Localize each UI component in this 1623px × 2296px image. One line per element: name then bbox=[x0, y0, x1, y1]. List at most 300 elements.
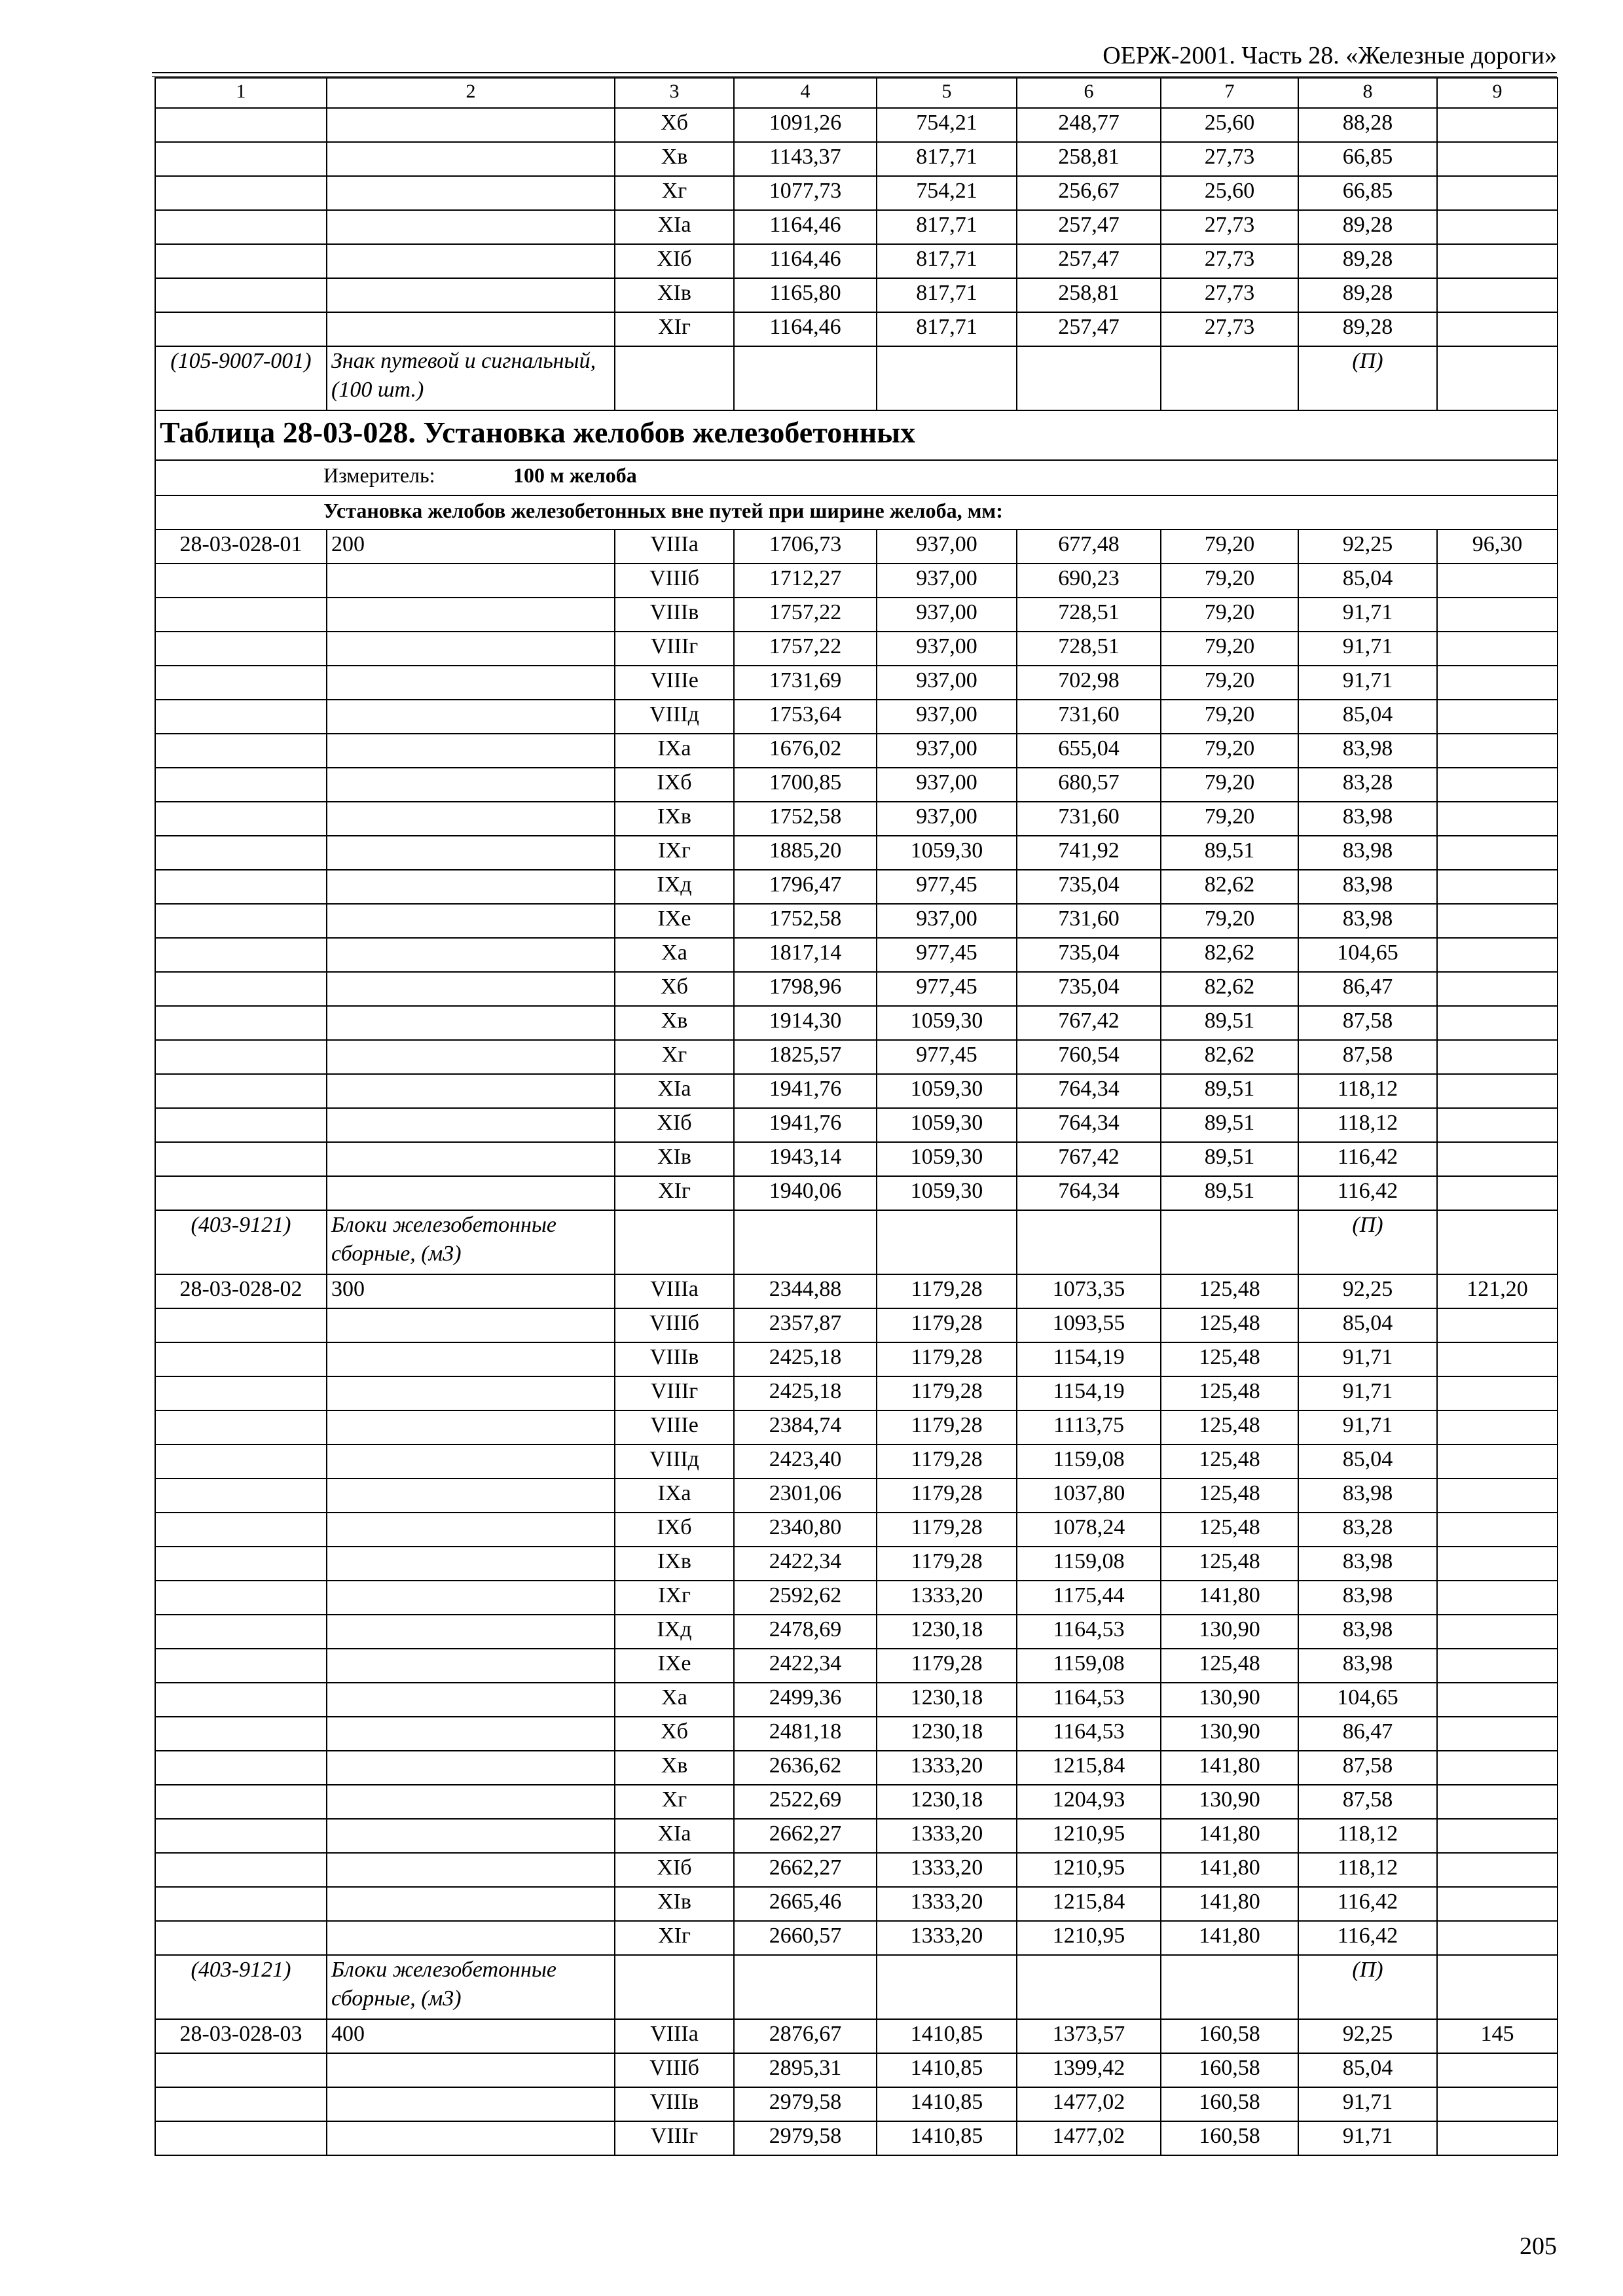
zone-cell: VIIIе bbox=[615, 1410, 734, 1444]
value-cell: 2636,62 bbox=[734, 1751, 877, 1785]
value-cell: 89,51 bbox=[1161, 1142, 1298, 1176]
subheading: Установка желобов железобетонных вне путей при ширине желоба, мм: bbox=[323, 499, 1003, 522]
value-cell: 677,48 bbox=[1017, 529, 1161, 564]
table-row bbox=[155, 564, 1558, 598]
rate-name bbox=[327, 1040, 615, 1074]
zone-cell: IXб bbox=[615, 768, 734, 802]
value-cell: 1333,20 bbox=[877, 1887, 1017, 1921]
value-cell: 116,42 bbox=[1298, 1142, 1437, 1176]
table-row bbox=[155, 1308, 1558, 1342]
table-cell bbox=[1017, 1955, 1161, 2019]
value-cell: 79,20 bbox=[1161, 700, 1298, 734]
value-cell: 1210,95 bbox=[1017, 1853, 1161, 1887]
value-cell: 1914,30 bbox=[734, 1006, 877, 1040]
rate-code: 28-03-028-03 bbox=[155, 2019, 327, 2053]
table-row bbox=[155, 1176, 1558, 1210]
value-cell: 1477,02 bbox=[1017, 2087, 1161, 2121]
value-cell: 1817,14 bbox=[734, 938, 877, 972]
value-cell: 89,28 bbox=[1298, 244, 1437, 278]
value-cell: 2662,27 bbox=[734, 1819, 877, 1853]
table-cell bbox=[1437, 1955, 1558, 2019]
rate-name bbox=[327, 1376, 615, 1410]
value-cell: 731,60 bbox=[1017, 802, 1161, 836]
table-row bbox=[155, 1921, 1558, 1955]
column-number: 4 bbox=[734, 78, 877, 108]
value-cell: 1059,30 bbox=[877, 1142, 1017, 1176]
value-cell: 937,00 bbox=[877, 904, 1017, 938]
value-cell: 87,58 bbox=[1298, 1006, 1437, 1040]
extra-cell bbox=[1437, 278, 1558, 312]
rate-code bbox=[155, 2053, 327, 2087]
value-cell: 91,71 bbox=[1298, 598, 1437, 632]
value-cell: 92,25 bbox=[1298, 529, 1437, 564]
value-cell: 1410,85 bbox=[877, 2019, 1017, 2053]
value-cell: 125,48 bbox=[1161, 1410, 1298, 1444]
value-cell: 25,60 bbox=[1161, 176, 1298, 210]
value-cell: 754,21 bbox=[877, 176, 1017, 210]
value-cell: 1093,55 bbox=[1017, 1308, 1161, 1342]
extra-cell bbox=[1437, 564, 1558, 598]
table-row bbox=[155, 1853, 1558, 1887]
table-row bbox=[155, 1887, 1558, 1921]
value-cell: 977,45 bbox=[877, 938, 1017, 972]
value-cell: 2499,36 bbox=[734, 1683, 877, 1717]
rate-code bbox=[155, 1410, 327, 1444]
resource-name: Блоки железобетонные сборные, (м3) bbox=[327, 1955, 615, 2019]
rate-code bbox=[155, 1074, 327, 1108]
rate-code bbox=[155, 598, 327, 632]
rate-name bbox=[327, 870, 615, 904]
extra-cell bbox=[1437, 1547, 1558, 1581]
header-rule bbox=[152, 72, 1557, 73]
value-cell: 2423,40 bbox=[734, 1444, 877, 1479]
column-number: 6 bbox=[1017, 78, 1161, 108]
zone-cell: IXг bbox=[615, 836, 734, 870]
value-cell: 91,71 bbox=[1298, 2087, 1437, 2121]
value-cell: 83,28 bbox=[1298, 768, 1437, 802]
value-cell: 118,12 bbox=[1298, 1074, 1437, 1108]
rate-name bbox=[327, 666, 615, 700]
value-cell: 1230,18 bbox=[877, 1683, 1017, 1717]
table-cell bbox=[1161, 1955, 1298, 2019]
resource-code: (105-9007-001) bbox=[155, 346, 327, 410]
resource-mark: (П) bbox=[1298, 1955, 1437, 2019]
value-cell: 937,00 bbox=[877, 768, 1017, 802]
value-cell: 82,62 bbox=[1161, 972, 1298, 1006]
extra-cell bbox=[1437, 1444, 1558, 1479]
value-cell: 1210,95 bbox=[1017, 1819, 1161, 1853]
value-cell: 1179,28 bbox=[877, 1274, 1017, 1308]
value-cell: 1154,19 bbox=[1017, 1376, 1161, 1410]
value-cell: 2895,31 bbox=[734, 2053, 877, 2087]
zone-cell: Xг bbox=[615, 1040, 734, 1074]
rate-name bbox=[327, 802, 615, 836]
value-cell: 130,90 bbox=[1161, 1683, 1298, 1717]
zone-cell: XIг bbox=[615, 312, 734, 346]
value-cell: 160,58 bbox=[1161, 2121, 1298, 2155]
rate-name bbox=[327, 1615, 615, 1649]
value-cell: 83,98 bbox=[1298, 1479, 1437, 1513]
value-cell: 977,45 bbox=[877, 972, 1017, 1006]
extra-cell bbox=[1437, 1581, 1558, 1615]
value-cell: 1164,46 bbox=[734, 244, 877, 278]
zone-cell: VIIIа bbox=[615, 1274, 734, 1308]
value-cell: 767,42 bbox=[1017, 1006, 1161, 1040]
table-row bbox=[155, 1615, 1558, 1649]
zone-cell: XIв bbox=[615, 1142, 734, 1176]
extra-cell bbox=[1437, 836, 1558, 870]
extra-cell bbox=[1437, 938, 1558, 972]
rate-code bbox=[155, 1717, 327, 1751]
rate-code bbox=[155, 734, 327, 768]
value-cell: 1175,44 bbox=[1017, 1581, 1161, 1615]
table-row bbox=[155, 1142, 1558, 1176]
value-cell: 83,98 bbox=[1298, 1649, 1437, 1683]
zone-cell: XIб bbox=[615, 1853, 734, 1887]
table-cell bbox=[1017, 1210, 1161, 1274]
rate-code bbox=[155, 972, 327, 1006]
value-cell: 1410,85 bbox=[877, 2053, 1017, 2087]
value-cell: 1941,76 bbox=[734, 1074, 877, 1108]
extra-cell bbox=[1437, 632, 1558, 666]
value-cell: 79,20 bbox=[1161, 564, 1298, 598]
extra-cell bbox=[1437, 904, 1558, 938]
value-cell: 1154,19 bbox=[1017, 1342, 1161, 1376]
zone-cell: IXв bbox=[615, 802, 734, 836]
value-cell: 1752,58 bbox=[734, 904, 877, 938]
rate-code bbox=[155, 1683, 327, 1717]
value-cell: 89,28 bbox=[1298, 210, 1437, 244]
extra-cell bbox=[1437, 1479, 1558, 1513]
zone-cell: Xв bbox=[615, 1751, 734, 1785]
extra-cell bbox=[1437, 1819, 1558, 1853]
extra-cell bbox=[1437, 2121, 1558, 2155]
value-cell: 125,48 bbox=[1161, 1513, 1298, 1547]
table-row bbox=[155, 1108, 1558, 1142]
value-cell: 702,98 bbox=[1017, 666, 1161, 700]
rate-name bbox=[327, 210, 615, 244]
value-cell: 680,57 bbox=[1017, 768, 1161, 802]
rate-name bbox=[327, 2053, 615, 2087]
column-number-row bbox=[155, 78, 1558, 108]
rate-name bbox=[327, 564, 615, 598]
value-cell: 86,47 bbox=[1298, 1717, 1437, 1751]
value-cell: 1712,27 bbox=[734, 564, 877, 598]
value-cell: 764,34 bbox=[1017, 1074, 1161, 1108]
value-cell: 66,85 bbox=[1298, 176, 1437, 210]
rate-code bbox=[155, 1308, 327, 1342]
zone-cell: XIв bbox=[615, 1887, 734, 1921]
value-cell: 1159,08 bbox=[1017, 1649, 1161, 1683]
value-cell: 817,71 bbox=[877, 244, 1017, 278]
value-cell: 83,98 bbox=[1298, 1547, 1437, 1581]
value-cell: 87,58 bbox=[1298, 1751, 1437, 1785]
zone-cell: VIIIа bbox=[615, 2019, 734, 2053]
value-cell: 1179,28 bbox=[877, 1410, 1017, 1444]
value-cell: 89,51 bbox=[1161, 1176, 1298, 1210]
value-cell: 1091,26 bbox=[734, 108, 877, 142]
value-cell: 130,90 bbox=[1161, 1615, 1298, 1649]
rate-name bbox=[327, 1785, 615, 1819]
table-row bbox=[155, 1785, 1558, 1819]
table-row bbox=[155, 700, 1558, 734]
value-cell: 690,23 bbox=[1017, 564, 1161, 598]
rate-name bbox=[327, 1717, 615, 1751]
column-number: 9 bbox=[1437, 78, 1558, 108]
rate-code bbox=[155, 1376, 327, 1410]
zone-cell: VIIIа bbox=[615, 529, 734, 564]
table-title: Таблица 28-03-028. Установка желобов железобетонных bbox=[155, 410, 1558, 460]
extra-cell bbox=[1437, 1342, 1558, 1376]
table-row bbox=[155, 1006, 1558, 1040]
rate-name bbox=[327, 836, 615, 870]
column-number: 3 bbox=[615, 78, 734, 108]
zone-cell: Xа bbox=[615, 938, 734, 972]
value-cell: 1164,53 bbox=[1017, 1615, 1161, 1649]
rate-code bbox=[155, 632, 327, 666]
value-cell: 735,04 bbox=[1017, 938, 1161, 972]
value-cell: 764,34 bbox=[1017, 1108, 1161, 1142]
value-cell: 89,28 bbox=[1298, 312, 1437, 346]
table-row bbox=[155, 312, 1558, 346]
extra-cell bbox=[1437, 1887, 1558, 1921]
value-cell: 89,28 bbox=[1298, 278, 1437, 312]
value-cell: 27,73 bbox=[1161, 278, 1298, 312]
zone-cell: VIIIб bbox=[615, 564, 734, 598]
rate-code bbox=[155, 1751, 327, 1785]
zone-cell: IXа bbox=[615, 1479, 734, 1513]
rate-code bbox=[155, 1547, 327, 1581]
value-cell: 27,73 bbox=[1161, 244, 1298, 278]
rate-code bbox=[155, 108, 327, 142]
column-number: 2 bbox=[327, 78, 615, 108]
rate-code bbox=[155, 802, 327, 836]
value-cell: 258,81 bbox=[1017, 278, 1161, 312]
extra-cell bbox=[1437, 734, 1558, 768]
table-row bbox=[155, 108, 1558, 142]
value-cell: 141,80 bbox=[1161, 1887, 1298, 1921]
rate-name bbox=[327, 1308, 615, 1342]
value-cell: 91,71 bbox=[1298, 666, 1437, 700]
value-cell: 1333,20 bbox=[877, 1751, 1017, 1785]
zone-cell: IXе bbox=[615, 904, 734, 938]
measure-row bbox=[155, 460, 1558, 495]
extra-cell bbox=[1437, 768, 1558, 802]
table-row bbox=[155, 1479, 1558, 1513]
value-cell: 977,45 bbox=[877, 1040, 1017, 1074]
value-cell: 2660,57 bbox=[734, 1921, 877, 1955]
value-cell: 66,85 bbox=[1298, 142, 1437, 176]
value-cell: 1215,84 bbox=[1017, 1751, 1161, 1785]
value-cell: 1477,02 bbox=[1017, 2121, 1161, 2155]
table-row bbox=[155, 1074, 1558, 1108]
table-cell bbox=[734, 1210, 877, 1274]
value-cell: 817,71 bbox=[877, 278, 1017, 312]
value-cell: 1940,06 bbox=[734, 1176, 877, 1210]
rates-table bbox=[155, 77, 1558, 2156]
value-cell: 83,98 bbox=[1298, 802, 1437, 836]
rate-code bbox=[155, 870, 327, 904]
rate-code bbox=[155, 1040, 327, 1074]
rate-code bbox=[155, 142, 327, 176]
rate-name bbox=[327, 904, 615, 938]
table-cell bbox=[615, 1210, 734, 1274]
table-row bbox=[155, 1444, 1558, 1479]
value-cell: 1410,85 bbox=[877, 2087, 1017, 2121]
value-cell: 125,48 bbox=[1161, 1649, 1298, 1683]
table-cell bbox=[1161, 1210, 1298, 1274]
value-cell: 2979,58 bbox=[734, 2087, 877, 2121]
table-row bbox=[155, 768, 1558, 802]
value-cell: 258,81 bbox=[1017, 142, 1161, 176]
measure-label: Измеритель: bbox=[323, 463, 435, 487]
value-cell: 125,48 bbox=[1161, 1444, 1298, 1479]
extra-cell bbox=[1437, 802, 1558, 836]
table-row bbox=[155, 1513, 1558, 1547]
value-cell: 760,54 bbox=[1017, 1040, 1161, 1074]
value-cell: 2340,80 bbox=[734, 1513, 877, 1547]
value-cell: 125,48 bbox=[1161, 1274, 1298, 1308]
value-cell: 2357,87 bbox=[734, 1308, 877, 1342]
table-cell bbox=[877, 1955, 1017, 2019]
column-number: 7 bbox=[1161, 78, 1298, 108]
rate-code bbox=[155, 1142, 327, 1176]
value-cell: 118,12 bbox=[1298, 1853, 1437, 1887]
value-cell: 92,25 bbox=[1298, 1274, 1437, 1308]
zone-cell: XIв bbox=[615, 278, 734, 312]
value-cell: 1179,28 bbox=[877, 1342, 1017, 1376]
zone-cell: VIIIг bbox=[615, 2121, 734, 2155]
extra-cell bbox=[1437, 1308, 1558, 1342]
rate-name bbox=[327, 312, 615, 346]
rate-code bbox=[155, 1615, 327, 1649]
value-cell: 1753,64 bbox=[734, 700, 877, 734]
table-row bbox=[155, 176, 1558, 210]
value-cell: 83,98 bbox=[1298, 1581, 1437, 1615]
table-row bbox=[155, 142, 1558, 176]
zone-cell: Xг bbox=[615, 176, 734, 210]
table-row bbox=[155, 244, 1558, 278]
zone-cell: XIб bbox=[615, 244, 734, 278]
extra-cell bbox=[1437, 1006, 1558, 1040]
value-cell: 1333,20 bbox=[877, 1853, 1017, 1887]
value-cell: 89,51 bbox=[1161, 836, 1298, 870]
extra-cell bbox=[1437, 1376, 1558, 1410]
zone-cell: VIIIд bbox=[615, 1444, 734, 1479]
value-cell: 79,20 bbox=[1161, 904, 1298, 938]
value-cell: 85,04 bbox=[1298, 1308, 1437, 1342]
extra-cell bbox=[1437, 1649, 1558, 1683]
table-cell bbox=[734, 346, 877, 410]
zone-cell: IXв bbox=[615, 1547, 734, 1581]
value-cell: 83,98 bbox=[1298, 904, 1437, 938]
table-row bbox=[155, 1040, 1558, 1074]
value-cell: 937,00 bbox=[877, 700, 1017, 734]
zone-cell: XIг bbox=[615, 1176, 734, 1210]
zone-cell: Xг bbox=[615, 1785, 734, 1819]
value-cell: 1885,20 bbox=[734, 836, 877, 870]
value-cell: 764,34 bbox=[1017, 1176, 1161, 1210]
rate-code: 28-03-028-02 bbox=[155, 1274, 327, 1308]
value-cell: 83,98 bbox=[1298, 1615, 1437, 1649]
table-row bbox=[155, 938, 1558, 972]
value-cell: 116,42 bbox=[1298, 1921, 1437, 1955]
value-cell: 1204,93 bbox=[1017, 1785, 1161, 1819]
extra-cell bbox=[1437, 2087, 1558, 2121]
rate-code bbox=[155, 278, 327, 312]
zone-cell: VIIIг bbox=[615, 1376, 734, 1410]
table-row bbox=[155, 632, 1558, 666]
rate-code bbox=[155, 1513, 327, 1547]
value-cell: 1179,28 bbox=[877, 1308, 1017, 1342]
rate-name: 400 bbox=[327, 2019, 615, 2053]
value-cell: 79,20 bbox=[1161, 598, 1298, 632]
value-cell: 257,47 bbox=[1017, 312, 1161, 346]
value-cell: 79,20 bbox=[1161, 529, 1298, 564]
zone-cell: VIIIб bbox=[615, 2053, 734, 2087]
value-cell: 125,48 bbox=[1161, 1308, 1298, 1342]
value-cell: 104,65 bbox=[1298, 938, 1437, 972]
resource-row bbox=[155, 1955, 1558, 2019]
value-cell: 1700,85 bbox=[734, 768, 877, 802]
table-row bbox=[155, 870, 1558, 904]
value-cell: 116,42 bbox=[1298, 1176, 1437, 1210]
value-cell: 2478,69 bbox=[734, 1615, 877, 1649]
extra-cell bbox=[1437, 312, 1558, 346]
zone-cell: VIIIе bbox=[615, 666, 734, 700]
value-cell: 1731,69 bbox=[734, 666, 877, 700]
value-cell: 2384,74 bbox=[734, 1410, 877, 1444]
rate-name bbox=[327, 1410, 615, 1444]
value-cell: 116,42 bbox=[1298, 1887, 1437, 1921]
value-cell: 655,04 bbox=[1017, 734, 1161, 768]
value-cell: 87,58 bbox=[1298, 1040, 1437, 1074]
value-cell: 1179,28 bbox=[877, 1479, 1017, 1513]
value-cell: 937,00 bbox=[877, 734, 1017, 768]
value-cell: 1215,84 bbox=[1017, 1887, 1161, 1921]
value-cell: 2422,34 bbox=[734, 1649, 877, 1683]
value-cell: 1798,96 bbox=[734, 972, 877, 1006]
extra-cell bbox=[1437, 244, 1558, 278]
value-cell: 1073,35 bbox=[1017, 1274, 1161, 1308]
value-cell: 741,92 bbox=[1017, 836, 1161, 870]
value-cell: 1059,30 bbox=[877, 1074, 1017, 1108]
rate-name bbox=[327, 1479, 615, 1513]
table-row bbox=[155, 598, 1558, 632]
value-cell: 2344,88 bbox=[734, 1274, 877, 1308]
rate-name bbox=[327, 1142, 615, 1176]
rate-code bbox=[155, 312, 327, 346]
value-cell: 2425,18 bbox=[734, 1376, 877, 1410]
value-cell: 91,71 bbox=[1298, 1410, 1437, 1444]
extra-cell bbox=[1437, 1410, 1558, 1444]
value-cell: 88,28 bbox=[1298, 108, 1437, 142]
value-cell: 735,04 bbox=[1017, 972, 1161, 1006]
zone-cell: XIа bbox=[615, 210, 734, 244]
value-cell: 1333,20 bbox=[877, 1819, 1017, 1853]
table-row bbox=[155, 529, 1558, 564]
resource-row bbox=[155, 1210, 1558, 1274]
value-cell: 92,25 bbox=[1298, 2019, 1437, 2053]
rate-name bbox=[327, 1819, 615, 1853]
table-cell bbox=[1017, 346, 1161, 410]
rate-name bbox=[327, 244, 615, 278]
table-row bbox=[155, 836, 1558, 870]
value-cell: 118,12 bbox=[1298, 1819, 1437, 1853]
value-cell: 1159,08 bbox=[1017, 1444, 1161, 1479]
resource-code: (403-9121) bbox=[155, 1210, 327, 1274]
rate-name bbox=[327, 598, 615, 632]
